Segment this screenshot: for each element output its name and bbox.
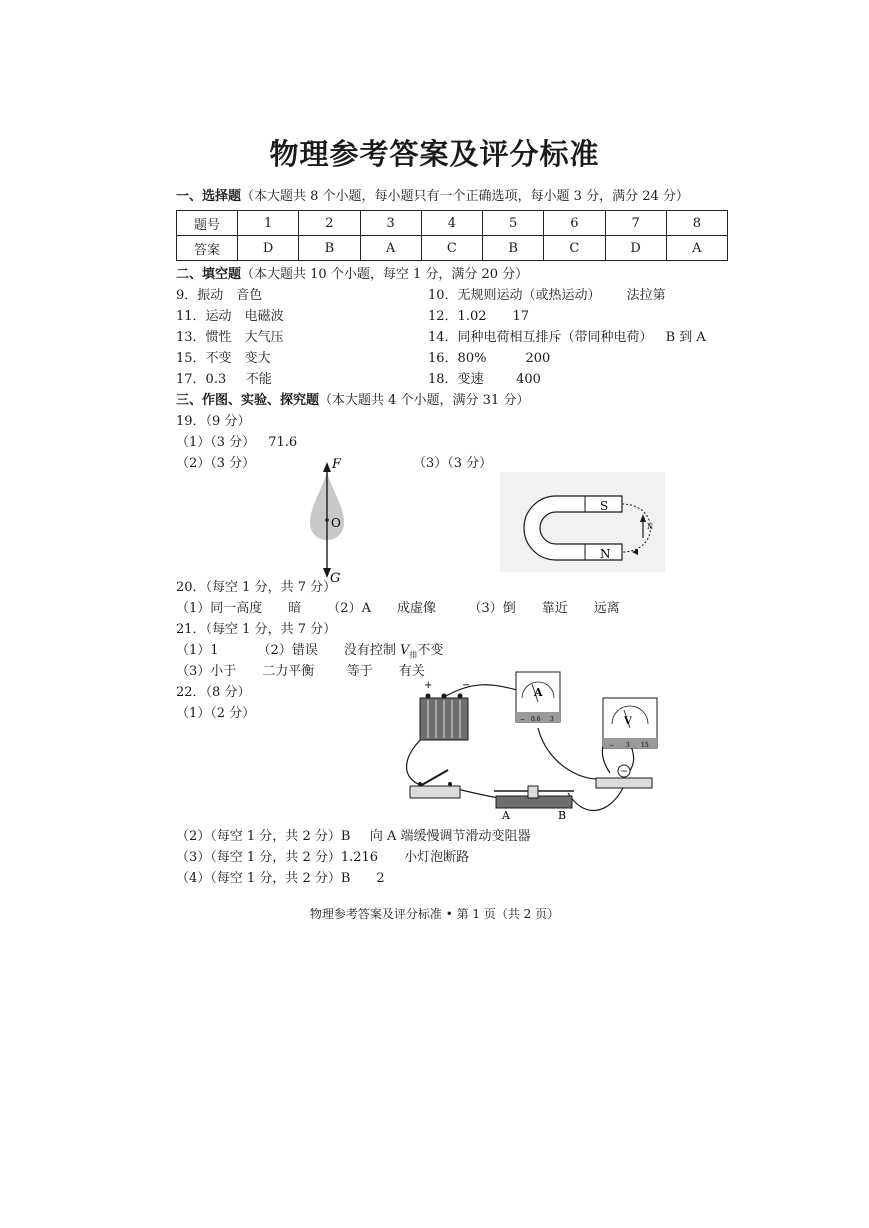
battery-minus-label: −: [462, 680, 471, 691]
ammeter-label: A: [534, 686, 543, 699]
table-cell: D: [605, 236, 666, 261]
magnet-diagram: [500, 472, 665, 572]
q22-part2: （2）（每空 1 分，共 2 分）B 向 A 端缓慢调节滑动变阻器: [176, 829, 531, 844]
bulb-icon: [596, 765, 652, 788]
q22-part4: （4）（每空 1 分，共 2 分）B 2: [176, 871, 385, 886]
voltmeter-terminal-3: 3: [626, 742, 630, 749]
section3-heading: 三、作图、实验、探究题: [176, 393, 320, 408]
list-item: 16．80% 200: [428, 351, 551, 366]
list-item: 18．变速 400: [428, 372, 541, 387]
section2-note: （本大题共 10 个小题，每空 1 分，满分 20 分）: [241, 267, 529, 282]
voltmeter-label: V: [624, 716, 632, 727]
pole-n-label: N: [600, 547, 611, 561]
table-header-cell: 答案: [177, 236, 238, 261]
voltmeter: [603, 698, 657, 749]
rheostat-b-label: B: [558, 809, 567, 822]
force-f-label: F: [332, 457, 342, 472]
table-header-cell: 题号: [177, 211, 238, 236]
table-cell: A: [666, 236, 727, 261]
battery: [420, 680, 470, 740]
ammeter-terminal-minus: −: [520, 716, 526, 723]
arrow-up-icon: [323, 462, 331, 472]
ammeter-terminal-3: 3: [550, 716, 554, 723]
table-cell: 5: [483, 211, 544, 236]
q19-part1: （1）（3 分） 71.6: [176, 435, 298, 450]
circuit-diagram: [398, 668, 663, 823]
list-item: 17．0.3 不能: [176, 372, 272, 387]
table-row: [177, 211, 728, 236]
list-item: 14．同种电荷相互排斥（带同种电荷） B 到 A: [428, 330, 706, 345]
table-cell: 7: [605, 211, 666, 236]
voltmeter-terminal-15: 15: [641, 742, 649, 749]
list-item: 11．运动 电磁波: [176, 309, 284, 324]
list-item: 15．不变 变大: [176, 351, 271, 366]
rheostat-a-label: A: [502, 809, 510, 822]
page-footer: 物理参考答案及评分标准 • 第 1 页（共 2 页）: [309, 907, 560, 921]
table-cell: D: [238, 236, 299, 261]
wire: [407, 733, 428, 786]
section3-note: （本大题共 4 个小题，满分 31 分）: [319, 393, 530, 408]
wire: [568, 788, 623, 810]
table-cell: B: [299, 236, 360, 261]
table-cell: 8: [666, 211, 727, 236]
section2-heading: 二、填空题: [176, 267, 242, 282]
force-diagram: [295, 452, 355, 587]
list-item: 13．惯性 大气压: [176, 330, 284, 345]
q21-head: 21．（每空 1 分，共 7 分）: [176, 622, 337, 637]
table-row: [177, 236, 728, 261]
table-cell: 4: [421, 211, 482, 236]
table-cell: 2: [299, 211, 360, 236]
list-item: 9．振动 音色: [176, 288, 263, 303]
force-g-label: G: [330, 571, 341, 586]
list-item: 10．无规则运动（或热运动） 法拉第: [428, 288, 666, 303]
wire: [538, 728, 603, 779]
table-cell: C: [421, 236, 482, 261]
table-cell: 1: [238, 211, 299, 236]
table-cell: B: [483, 236, 544, 261]
q21-line1: （1）1 （2）错误 没有控制 $V_排$不变: [176, 643, 444, 660]
list-item: 12．1.02 17: [428, 309, 530, 324]
wire: [446, 685, 518, 696]
rheostat: [494, 786, 574, 822]
section1-note: （本大题共 8 个小题，每小题只有一个正确选项，每小题 3 分，满分 24 分）: [241, 189, 689, 204]
q21-line2: （3）小于 二力平衡 等于 有关: [176, 664, 425, 679]
table-cell: 6: [544, 211, 605, 236]
q19-head: 19．（9 分）: [176, 414, 251, 429]
ammeter: [516, 672, 560, 723]
q22-part1-label: （1）（2 分）: [176, 706, 256, 721]
section2-heading-line: [176, 267, 528, 283]
table-cell: C: [544, 236, 605, 261]
needle-n-label: N: [647, 523, 654, 531]
voltmeter-terminal-minus: −: [609, 742, 615, 749]
center-o-label: O: [331, 516, 341, 530]
q22-part3: （3）（每空 1 分，共 2 分）1.216 小灯泡断路: [176, 850, 470, 865]
section1-heading-line: [176, 189, 689, 205]
q22-head: 22．（8 分）: [176, 685, 251, 700]
q20-line1: （1）同一高度 暗 （2）A 成虚像 （3）倒 靠近 远离: [176, 601, 620, 616]
section1-heading: 一、选择题: [176, 189, 242, 204]
q20-head: 20．（每空 1 分，共 7 分）: [176, 580, 337, 595]
center-dot: [325, 518, 329, 522]
section3-heading-line: [176, 393, 529, 409]
table-cell: 3: [360, 211, 421, 236]
ammeter-terminal-06: 0.6: [531, 716, 541, 723]
answer-table: [176, 210, 728, 261]
q19-part3-label: （3）（3 分）: [413, 456, 493, 471]
table-cell: A: [360, 236, 421, 261]
pole-s-label: S: [600, 499, 609, 513]
battery-plus-label: +: [424, 680, 433, 691]
page-title: 物理参考答案及评分标准: [269, 137, 600, 171]
q19-part2-label: （2）（3 分）: [176, 456, 256, 471]
